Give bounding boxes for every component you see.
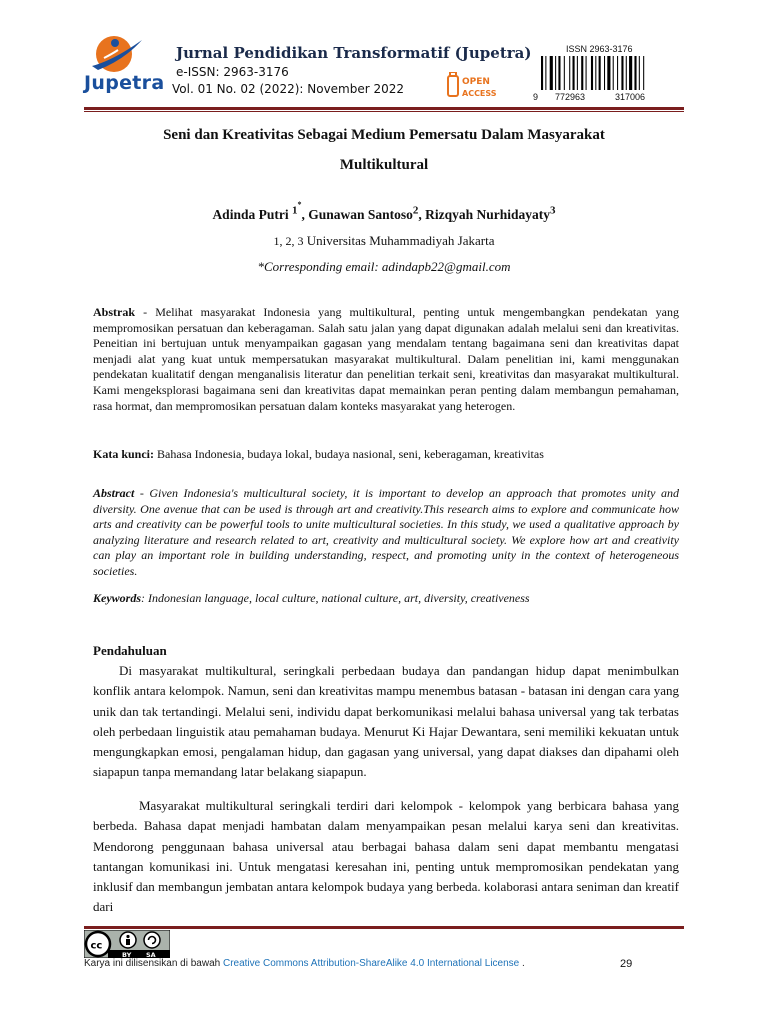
kata-kunci-label: Kata kunci: <box>93 447 155 461</box>
abstrak-paragraph <box>93 305 679 414</box>
page-number: 29 <box>620 958 633 970</box>
cc-license-icon[interactable] <box>84 930 170 958</box>
affiliation-numbers: 1, 2, 3 <box>273 234 304 248</box>
paragraph-text: Masyarakat multikultural seringkali terdiri dari kelompok - kelompok yang berbicara bahasa yang berbeda. Bahasa dapat menjadi hambatan dalam menyampaikan pesan melalui karya seni dan kreativitas. Mendorong penggunaan bahasa universal atau berbagai bahasa dalam seni dapat membantu mengatasi tantangan komunikasi ini. Untuk mengatasi keresahan ini, penting untuk mempromosikan pendekatan yang inklusif dan membangun jembatan antara kelompok budaya yang berbeda. kolaborasi antara seniman dan kreatif dari <box>93 798 679 915</box>
open-access-line1: OPEN <box>462 77 490 87</box>
affiliation <box>84 233 684 249</box>
open-access-line2: ACCESS <box>462 89 497 98</box>
header-rule <box>84 107 684 110</box>
abstrak-label: Abstrak <box>93 305 136 319</box>
abstrak-text: - Melihat masyarakat Indonesia yang multikultural, penting untuk mengembangkan pendekatan yang mempromosikan persatuan dan keberagaman. Salah satu jalan yang dapat digunakan adalah melalui seni dan kreativitas. Peneitian ini bertujuan untuk menyampaikan gagasan yang mendalam tentang bagaimana seni dan kreativitas dapat menjadi alat yang kuat untuk mempersatukan masyarakat multikultural. Dalam penelitian ini, kami menggunakan pendekatan kualitatif dengan menganalisis literatur dan penelitian terkait seni, kreativitas dan masyarakat multikultural. Kami mengeksplorasi bagaimana seni dan kreativitas dapat memainkan peran penting dalam membangun pemahaman, rasa hormat, dan mempromosikan persatuan dalam konteks masyarakat yang heterogen. <box>93 305 679 413</box>
paragraph-text: Di masyarakat multikultural, seringkali perbedaan budaya dan pandangan hidup dapat menimbulkan konflik antara kelompok. Namun, seni dan kreativitas mampu menembus batasan - batasan ini dengan cara yang unik dan tak tertandingi. Melalui seni, individu dapat berkomunikasi melalui bahasa universal yang tak terbatas oleh perbedaan linguistik atau pemahaman budaya. Menurut Ki Hajar Dewantara, seni memiliki kekuatan untuk mengungkapkan emosi, pengalaman hidup, dan gagasan yang universal, yang dapat diakses dan dipahami oleh siapapun tanpa memandang latar belakang siapapun. <box>93 663 679 780</box>
footer-rule <box>84 926 684 929</box>
license-link[interactable]: Creative Commons Attribution-ShareAlike 4.0 International License <box>222 958 520 969</box>
license-notice <box>84 958 525 969</box>
author-sup: 1 <box>291 204 298 217</box>
open-access-icon <box>446 72 508 100</box>
cc-by-label: BY <box>122 951 132 958</box>
author-name: Adinda Putri <box>212 207 292 222</box>
kata-kunci-paragraph <box>93 447 679 463</box>
article-title <box>84 120 684 180</box>
corresponding-mark: * <box>297 200 302 209</box>
author-list <box>84 200 684 223</box>
corresponding-email: *Corresponding email: adindapb22@gmail.com <box>257 259 511 274</box>
abstract-text: - Given Indonesia's multicultural society, it is important to develop an approach that promotes unity and diversity. One avenue that can be used is through art and creativity.This research aims to explore and communicate how arts and creativity can be powerful tools to unite multicultural societies. In this study, we used a qualitative approach by analyzing literature and research related to art, creativity and multicultural society. We explore how art and creativity can play an important role in building understanding, respect, and promoting unity in the context of heterogeneous societies. <box>93 486 679 578</box>
abstract-paragraph <box>93 486 679 580</box>
affiliation-name: Universitas Muhammadiyah Jakarta <box>303 233 495 248</box>
journal-volume: Vol. 01 No. 02 (2022): November 2022 <box>172 82 405 96</box>
keywords-label: Keywords <box>93 591 141 605</box>
svg-text:cc: cc <box>90 940 103 952</box>
author-sup: 2 <box>412 204 419 217</box>
abstract-label: Abstract <box>93 486 135 500</box>
journal-eissn: e-ISSN: 2963-3176 <box>176 65 289 79</box>
section-heading: Pendahuluan <box>93 643 167 658</box>
license-prefix: Karya ini dilisensikan di bawah <box>84 958 223 969</box>
barcode-digits-right: 317006 <box>615 92 646 102</box>
kata-kunci-text: Bahasa Indonesia, budaya lokal, budaya nasional, seni, keberagaman, kreativitas <box>154 447 544 461</box>
header-rule-thin <box>84 111 684 112</box>
keywords-paragraph <box>93 591 679 607</box>
article-title-line1: Seni dan Kreativitas Sebagai Medium Pemersatu Dalam Masyarakat <box>163 127 605 143</box>
journal-title: Jurnal Pendidikan Transformatif (Jupetra) <box>176 44 532 62</box>
barcode-digits-mid: 772963 <box>555 92 586 102</box>
cc-sa-label: SA <box>146 951 156 958</box>
keywords-text: : Indonesian language, local culture, national culture, art, diversity, creativeness <box>141 591 530 605</box>
issn-label: ISSN 2963-3176 <box>566 44 633 54</box>
body-paragraph <box>93 661 679 783</box>
barcode-digit-left: 9 <box>533 92 539 102</box>
logo-wordmark: Jupetra <box>84 72 165 94</box>
author-name: , Gunawan Santoso <box>301 207 413 222</box>
author-name: , Rizqyah Nurhidayaty <box>418 207 551 222</box>
article-title-line2: Multikultural <box>339 157 429 173</box>
body-paragraph <box>93 796 679 918</box>
license-suffix: . <box>519 958 525 969</box>
author-sup: 3 <box>550 204 556 217</box>
